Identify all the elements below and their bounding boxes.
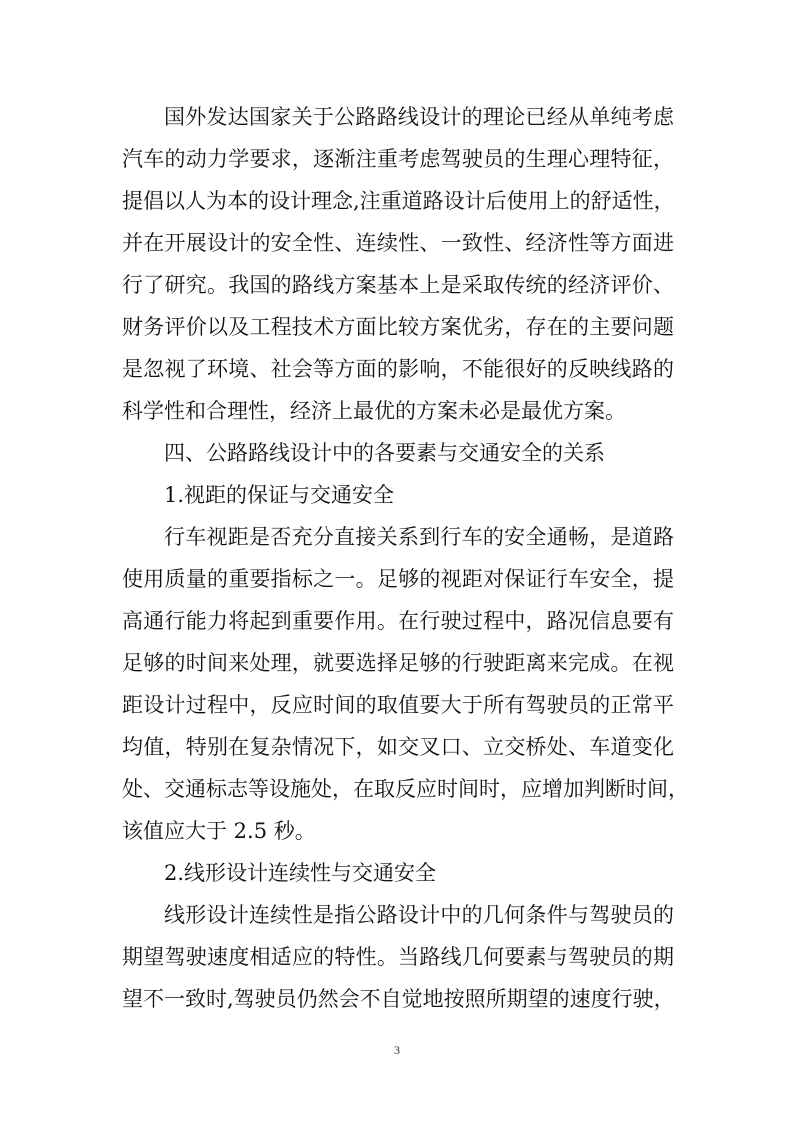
paragraph-line: 提倡以人为本的设计理念,注重道路设计后使用上的舒适性， [122, 189, 675, 213]
paragraph-line: 科学性和合理性，经济上最优的方案未必是最优方案。 [122, 399, 626, 423]
paragraph-line: 该值应大于 2.5 秒。 [122, 819, 316, 843]
paragraph-line: 行车视距是否充分直接关系到行车的安全通畅，是道路 [164, 525, 674, 549]
section-heading: 四、公路路线设计中的各要素与交通安全的关系 [164, 441, 605, 465]
paragraph-line: 距设计过程中，反应时间的取值要大于所有驾驶员的正常平 [122, 693, 674, 717]
subsection-heading: 2.线形设计连续性与交通安全 [164, 861, 437, 885]
paragraph-line: 处、交通标志等设施处，在取反应时间时，应增加判断时间， [122, 777, 689, 801]
paragraph-line: 期望驾驶速度相适应的特性。当路线几何要素与驾驶员的期 [122, 945, 674, 969]
page-number: 3 [394, 1043, 400, 1057]
paragraph-line: 并在开展设计的安全性、连续性、一致性、经济性等方面进 [122, 231, 674, 255]
paragraph-line: 使用质量的重要指标之一。足够的视距对保证行车安全，提 [122, 567, 674, 591]
subsection-heading: 1.视距的保证与交通安全 [164, 483, 395, 507]
paragraph-line: 国外发达国家关于公路路线设计的理论已经从单纯考虑 [164, 105, 674, 129]
paragraph-line: 均值，特别在复杂情况下，如交叉口、立交桥处、车道变化 [122, 735, 674, 759]
body-text [122, 96, 689, 1020]
paragraph-line: 望不一致时,驾驶员仍然会不自觉地按照所期望的速度行驶， [122, 987, 675, 1011]
paragraph-line: 财务评价以及工程技术方面比较方案优劣，存在的主要问题 [122, 315, 674, 339]
paragraph-line: 足够的时间来处理，就要选择足够的行驶距离来完成。在视 [122, 651, 674, 675]
paragraph-line: 行了研究。我国的路线方案基本上是采取传统的经济评价、 [122, 273, 674, 297]
paragraph-line: 线形设计连续性是指公路设计中的几何条件与驾驶员的 [164, 903, 674, 927]
paragraph-line: 高通行能力将起到重要作用。在行驶过程中，路况信息要有 [122, 609, 674, 633]
paragraph-line: 是忽视了环境、社会等方面的影响，不能很好的反映线路的 [122, 357, 674, 381]
paragraph-line: 汽车的动力学要求，逐渐注重考虑驾驶员的生理心理特征， [122, 147, 674, 171]
